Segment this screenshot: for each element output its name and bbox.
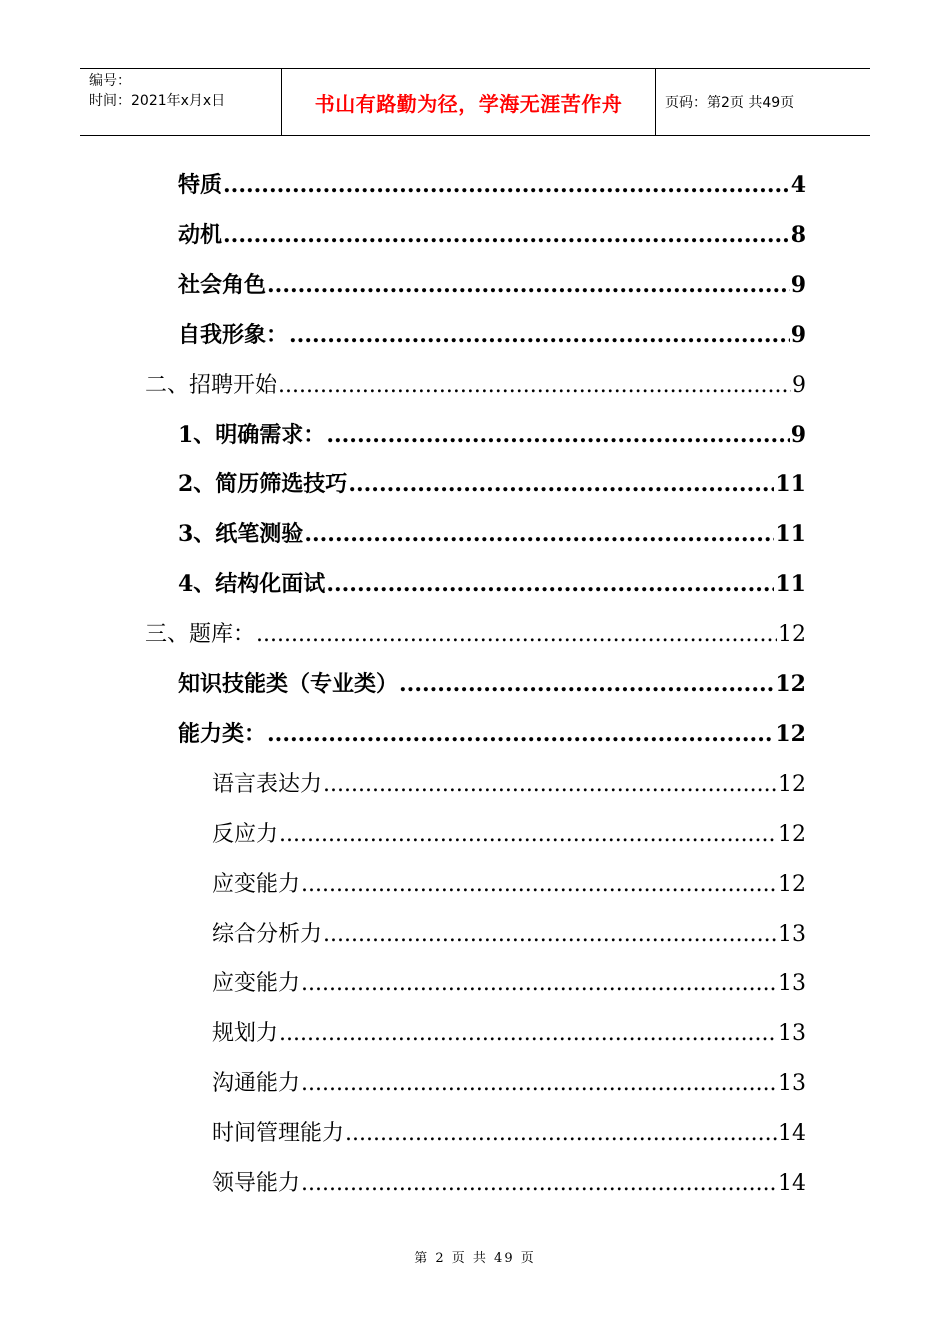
toc-entry[interactable]	[212, 1166, 806, 1198]
toc-entry-page: 9	[790, 322, 806, 348]
toc-dot-leader	[256, 622, 777, 647]
toc-entry-title: 领导能力	[212, 1171, 301, 1196]
toc-entry[interactable]	[178, 517, 806, 549]
header-motto: 书山有路勤为径，学海无涯苦作舟	[314, 91, 623, 116]
toc-dot-leader	[279, 1021, 777, 1046]
toc-entry[interactable]	[212, 817, 806, 849]
toc-dot-leader	[279, 822, 777, 847]
toc-entry[interactable]	[178, 567, 806, 599]
toc-entry-page: 4	[790, 172, 806, 198]
toc-entry-title: 二、招聘开始	[145, 373, 278, 398]
toc-dot-leader	[223, 172, 790, 198]
document-number-label: 编号：	[89, 73, 131, 89]
toc-dot-leader	[323, 772, 777, 797]
toc-entry-page: 9	[792, 373, 806, 398]
toc-dot-leader	[301, 1171, 777, 1196]
toc-entry[interactable]	[212, 1066, 806, 1098]
toc-entry-page: 12	[778, 622, 806, 647]
toc-entry[interactable]	[178, 717, 806, 749]
toc-dot-leader	[345, 1121, 777, 1146]
toc-entry[interactable]	[178, 268, 806, 300]
header-meta	[80, 69, 282, 135]
toc-entry-title: 能力类：	[178, 721, 267, 747]
page-header	[80, 68, 870, 136]
toc-entry-title: 动机	[178, 222, 223, 248]
toc-entry-title: 特质	[178, 172, 223, 198]
toc-entry[interactable]	[212, 917, 806, 949]
toc-entry-page: 14	[778, 1121, 806, 1146]
toc-entry-page: 11	[775, 521, 806, 547]
toc-dot-leader	[278, 373, 791, 398]
toc-entry-page: 14	[778, 1171, 806, 1196]
toc-entry[interactable]	[212, 1016, 806, 1048]
toc-entry-page: 13	[778, 971, 806, 996]
toc-entry[interactable]	[178, 467, 806, 499]
toc-dot-leader	[326, 422, 789, 448]
toc-entry-title: 综合分析力	[212, 922, 323, 947]
toc-entry[interactable]	[212, 1116, 806, 1148]
toc-dot-leader	[326, 571, 774, 597]
toc-entry-page: 12	[778, 822, 806, 847]
toc-entry-page: 8	[790, 222, 806, 248]
toc-dot-leader	[223, 222, 790, 248]
toc-entry-title: 时间管理能力	[212, 1121, 345, 1146]
page-footer: 第 2 页 共 49 页	[414, 1251, 536, 1266]
header-page-info: 页码：第2页 共49页	[665, 95, 795, 111]
toc-entry[interactable]	[145, 617, 806, 649]
toc-entry[interactable]	[212, 966, 806, 998]
toc-entry[interactable]	[178, 667, 806, 699]
toc-entry-title: 知识技能类（专业类）	[178, 671, 399, 697]
toc-dot-leader	[289, 322, 790, 348]
toc-dot-leader	[267, 272, 790, 298]
toc-entry-title: 语言表达力	[212, 772, 323, 797]
document-date: 时间：2021年x月x日	[89, 93, 226, 109]
toc-dot-leader	[301, 1071, 777, 1096]
toc-entry-title: 应变能力	[212, 872, 301, 897]
toc-entry[interactable]	[212, 767, 806, 799]
toc-entry-page: 11	[775, 571, 806, 597]
header-motto-cell	[282, 69, 656, 135]
toc-entry[interactable]	[212, 867, 806, 899]
header-page-info-cell	[656, 69, 870, 135]
toc-entry-page: 12	[775, 671, 806, 697]
toc-entry-title: 社会角色	[178, 272, 267, 298]
toc-entry-page: 9	[790, 422, 806, 448]
toc-entry[interactable]	[178, 318, 806, 350]
toc-entry[interactable]	[178, 218, 806, 250]
toc-entry-title: 应变能力	[212, 971, 301, 996]
toc-entry-page: 13	[778, 922, 806, 947]
toc-entry-title: 2、简历筛选技巧	[178, 471, 348, 497]
toc-entry-title: 三、题库：	[145, 622, 256, 647]
toc-dot-leader	[348, 471, 774, 497]
toc-dot-leader	[301, 872, 777, 897]
toc-entry-page: 12	[775, 721, 806, 747]
toc-entry-title: 规划力	[212, 1021, 279, 1046]
toc-entry[interactable]	[178, 168, 806, 200]
toc-entry-title: 反应力	[212, 822, 279, 847]
toc-entry[interactable]	[145, 368, 806, 400]
toc-entry[interactable]	[178, 418, 806, 450]
toc-dot-leader	[304, 521, 774, 547]
toc-entry-title: 3、纸笔测验	[178, 521, 304, 547]
toc-dot-leader	[267, 721, 774, 747]
toc-entry-title: 沟通能力	[212, 1071, 301, 1096]
toc-entry-page: 13	[778, 1071, 806, 1096]
toc-entry-title: 1、明确需求：	[178, 422, 326, 448]
toc-entry-title: 4、结构化面试	[178, 571, 326, 597]
toc-entry-page: 12	[778, 872, 806, 897]
toc-dot-leader	[323, 922, 777, 947]
toc-entry-page: 12	[778, 772, 806, 797]
toc-entry-title: 自我形象：	[178, 322, 289, 348]
toc-entry-page: 9	[790, 272, 806, 298]
toc-dot-leader	[301, 971, 777, 996]
toc-dot-leader	[399, 671, 774, 697]
toc-entry-page: 11	[775, 471, 806, 497]
toc-entry-page: 13	[778, 1021, 806, 1046]
